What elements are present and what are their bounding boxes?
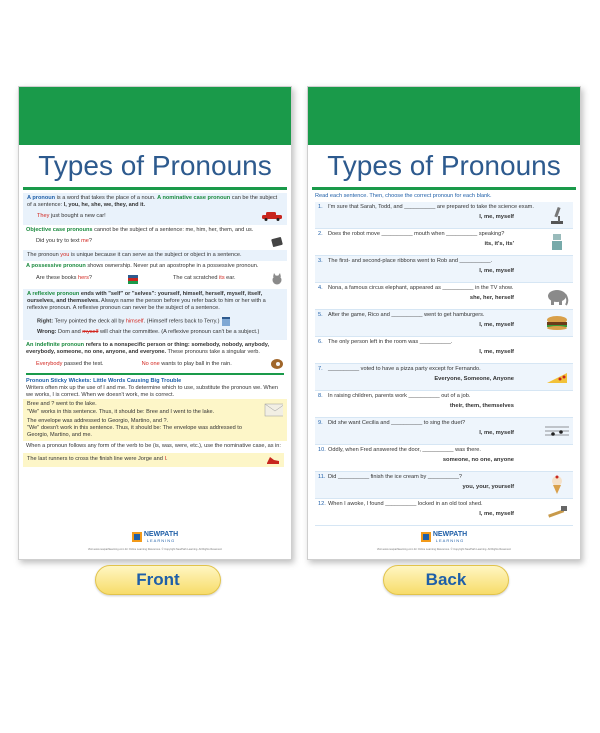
tips-example-box <box>23 453 284 467</box>
question-text[interactable]: Oddly, when Fred answered the door, __________ was there. <box>328 447 481 454</box>
term-reflexive: A reflexive pronoun <box>27 291 80 298</box>
text: refers to a nonspecific person or thing: somebody, nobody, anybody, everybody, someone, no one, anyone, and everyone. <box>26 341 270 356</box>
text: ends with "self" or "selves": yourself, himself, herself, myself, itself, ourselves, and themselves. <box>27 291 263 305</box>
text: Are these books <box>36 275 78 282</box>
example-row <box>37 211 283 221</box>
front-footer <box>19 529 291 551</box>
example-row <box>36 237 284 247</box>
text: is a word that takes the place of a noun. <box>55 195 158 201</box>
highlight: No one <box>141 360 160 367</box>
term-indefinite: An indefinite pronoun <box>26 341 85 348</box>
back-content <box>308 190 580 526</box>
wrong-example <box>37 329 283 336</box>
text: The cat scratched <box>173 275 220 282</box>
question <box>315 229 573 256</box>
question <box>315 256 573 283</box>
highlight: Everybody <box>36 360 63 367</box>
question <box>315 337 573 364</box>
tip-line: The envelope was addressed to Georgio, Martino, and ?. <box>27 417 169 424</box>
front-content <box>19 190 291 467</box>
question-number: 2. <box>318 231 323 238</box>
empty-icon-slot <box>544 447 570 469</box>
question-body <box>328 366 544 383</box>
tip-line: "We" works in this sentence. Thus, it should be: Bree and I went to the lake. <box>27 408 215 415</box>
text: just bought a new car! <box>49 212 106 219</box>
text: Always name the person before you refer back to him or her with a reflexive pronoun. A reflexive pronoun can never be the subject of a sentence. <box>27 298 266 312</box>
robot-icon <box>544 231 570 253</box>
question-body <box>328 312 544 329</box>
text: ? <box>88 238 92 244</box>
answer-options: its, it's, its' <box>484 241 514 248</box>
answer-options: I, me, myself <box>479 268 514 275</box>
question <box>315 364 573 391</box>
instruction: Read each sentence. Then, choose the correct pronoun for each blank. <box>315 193 492 199</box>
logo-name: NEWPATH <box>143 530 179 538</box>
section-indefinite <box>26 342 284 370</box>
question <box>315 418 573 445</box>
baseball-glove-icon <box>270 358 284 370</box>
question-body <box>328 204 544 221</box>
example-row <box>36 272 284 286</box>
question <box>315 472 573 499</box>
text: I, you, he, she, we, they, and it. <box>63 202 146 209</box>
question-number: 11. <box>318 474 326 481</box>
question-number: 3. <box>318 258 323 265</box>
example-sentence <box>36 361 103 368</box>
books-icon <box>127 273 139 285</box>
example-row <box>36 358 284 370</box>
term-possessive: A possessive pronoun <box>26 262 86 269</box>
label-right: Right: <box>37 318 54 325</box>
top-band <box>19 87 291 145</box>
front-card <box>18 86 292 560</box>
question-body <box>328 393 544 410</box>
music-notes-icon <box>544 420 570 442</box>
answer-options: I, me, myself <box>479 322 514 329</box>
hammer-icon <box>544 501 570 523</box>
question-text[interactable]: In raising children, parents work __________ out of a job. <box>328 393 471 400</box>
logo-sub: LEARNING <box>146 537 176 543</box>
newpath-logo <box>421 531 467 543</box>
question-text[interactable]: When I awoke, I found __________ locked in an old tool shed. <box>328 501 483 508</box>
question-text[interactable]: I'm sure that Sarah, Todd, and __________ are prepared to take the science exam. <box>328 204 534 211</box>
text: Terry pointed the deck all by <box>53 318 126 325</box>
text: The pronoun <box>27 251 61 258</box>
text: Did you try to text <box>36 238 82 244</box>
question-number: 6. <box>318 339 323 346</box>
answer-options: I, me, myself <box>479 349 514 356</box>
answer-options: someone, no one, anyone <box>442 457 514 464</box>
highlight: I <box>164 455 166 462</box>
term-nominative: A nominative case pronoun <box>157 195 231 201</box>
question <box>315 445 573 472</box>
example-sentence <box>37 213 106 220</box>
label-wrong: Wrong: <box>37 328 57 335</box>
text: passed the test. <box>62 360 104 367</box>
example-sentence <box>142 361 232 368</box>
highlight: They <box>37 212 50 219</box>
question-body <box>328 501 544 518</box>
section-objective <box>26 227 284 246</box>
text: cannot be the subject of a sentence: me, him, her, them, and us. <box>92 227 254 234</box>
question-number: 5. <box>318 312 323 319</box>
newpath-logo <box>132 531 178 543</box>
pizza-icon <box>544 366 570 388</box>
question-body <box>328 258 544 275</box>
back-card <box>307 86 581 560</box>
empty-icon-slot <box>544 339 570 361</box>
tip-line: When a pronoun follows any form of the verb to be (is, was, were, etc.), use the nominative case, as in: <box>26 443 281 450</box>
text: . (Himself refers back to Terry.) <box>143 318 220 325</box>
front-title: Types of Pronouns <box>19 145 291 187</box>
paint-can-icon <box>221 315 231 327</box>
tips-example-box <box>23 399 287 441</box>
fine-print: Visit www.newpathlearning.com for Online Learning Resources. © Copyright NewPath Learning. All Rights Reserved. <box>376 547 512 551</box>
question <box>315 202 573 229</box>
tip-line: Bree and ? went to the lake. <box>27 401 97 408</box>
question-body <box>328 285 544 302</box>
example-sentence <box>36 238 92 245</box>
hamburger-icon <box>544 312 570 334</box>
question <box>315 310 573 337</box>
answer-options: Everyone, Someone, Anyone <box>434 376 514 383</box>
highlight: himself <box>125 318 144 325</box>
text: These pronouns take a singular verb. <box>166 349 260 356</box>
question-text[interactable]: Did __________ finish the ice cream by __________? <box>328 474 463 481</box>
question-number: 7. <box>318 366 323 373</box>
answer-options: their, them, themselves <box>449 403 514 410</box>
question-number: 4. <box>318 285 323 292</box>
logo-name: NEWPATH <box>432 530 468 538</box>
tips-intro: Writers often mix up the use of I and me. To determine which to use, substitute the pronoun we. When we works, I is correct. When we doesn't work, me is correct. <box>26 384 278 399</box>
question-number: 1. <box>318 204 323 211</box>
highlight: you <box>60 251 70 258</box>
question-text[interactable]: After the game, Rico and __________ went to get hamburgers. <box>328 312 485 319</box>
cat-icon <box>270 272 284 286</box>
question <box>315 283 573 310</box>
right-example <box>37 315 283 327</box>
question <box>315 391 573 418</box>
question-number: 8. <box>318 393 323 400</box>
text: can be the subject of a sentence: <box>27 195 278 209</box>
term-objective: Objective case pronouns <box>26 227 93 234</box>
top-band <box>308 87 580 145</box>
answer-options: I, me, myself <box>479 430 514 437</box>
text: will chair the committee. (A reflexive pronoun can't be a subject.) <box>98 328 260 335</box>
envelope-icon <box>264 401 283 417</box>
section-possessive <box>26 263 284 286</box>
ice-cream-icon <box>544 474 570 496</box>
back-footer <box>308 529 580 551</box>
section-you <box>23 250 287 261</box>
highlight: myself <box>82 328 99 335</box>
term-pronoun: A pronoun <box>27 195 56 201</box>
logo-mark-icon <box>421 532 431 542</box>
question-text[interactable]: Does the robot move __________ mouth when __________ speaking? <box>328 231 505 238</box>
text: The last runners to cross the finish line were Jorge and <box>27 455 165 462</box>
tip-line <box>27 456 168 463</box>
tip-line: "We" doesn't work in this sentence. Thus, it should be: The envelope was addressed to Georgio, Martino, and me. <box>27 424 242 439</box>
question-body <box>328 231 544 248</box>
answer-options: I, me, myself <box>479 214 514 221</box>
highlight: me <box>81 238 89 244</box>
question-text[interactable]: The only person left in the room was __________. <box>328 339 453 346</box>
empty-icon-slot <box>544 393 570 415</box>
question-text[interactable]: __________ voted to have a pizza party except for Fernando. <box>328 366 481 373</box>
example-sentence <box>173 275 236 282</box>
text: ear. <box>224 275 236 282</box>
answer-options: I, me, myself <box>479 511 514 518</box>
text: shows ownership. Never put an apostrophe in a possessive pronoun. <box>85 262 259 269</box>
elephant-icon <box>544 285 570 307</box>
text: Dom and <box>56 328 83 335</box>
logo-sub: LEARNING <box>435 537 465 543</box>
answer-options: you, your, yourself <box>462 484 514 491</box>
question <box>315 499 573 526</box>
example-sentence <box>36 275 92 282</box>
text: . <box>166 455 168 462</box>
question-list <box>315 202 573 526</box>
back-title: Types of Pronouns <box>308 145 580 187</box>
highlight: its <box>219 275 225 282</box>
question-body <box>328 474 544 491</box>
text: is unique because it can serve as the subject or object in a sentence. <box>69 251 242 258</box>
front-button[interactable]: Front <box>95 565 221 595</box>
question-text[interactable]: Nona, a famous circus elephant, appeared as __________ in the TV show. <box>328 285 514 292</box>
section-nominative <box>23 193 287 225</box>
question-body <box>328 420 544 437</box>
answer-options: she, her, herself <box>469 295 514 302</box>
logo-mark-icon <box>132 532 142 542</box>
text: ? <box>88 275 92 282</box>
fine-print: Visit www.newpathlearning.com for Online Learning Resources. © Copyright NewPath Learning. All Rights Reserved. <box>87 547 223 551</box>
sneakers-icon <box>266 455 280 465</box>
question-number: 9. <box>318 420 323 427</box>
section-tips <box>26 378 284 467</box>
section-reflexive <box>23 289 287 340</box>
ribbon-icon <box>544 258 570 280</box>
back-button[interactable]: Back <box>383 565 509 595</box>
question-number: 10. <box>318 447 326 454</box>
question-text[interactable]: Did she want Cecilia and __________ to sing the duet? <box>328 420 466 427</box>
highlight: hers <box>77 275 89 282</box>
divider <box>26 373 284 375</box>
tips-heading: Pronoun Sticky Wickets: Little Words Causing Big Trouble <box>26 377 182 384</box>
microscope-icon <box>544 204 570 226</box>
question-number: 12. <box>318 501 326 508</box>
text: wants to play ball in the rain. <box>159 360 232 367</box>
tips-example-text <box>27 401 264 439</box>
question-text[interactable]: The first- and second-place ribbons went to Rob and __________. <box>328 258 493 265</box>
question-body <box>328 447 544 464</box>
question-body <box>328 339 544 356</box>
car-icon <box>261 211 283 221</box>
phone-icon <box>270 237 284 247</box>
